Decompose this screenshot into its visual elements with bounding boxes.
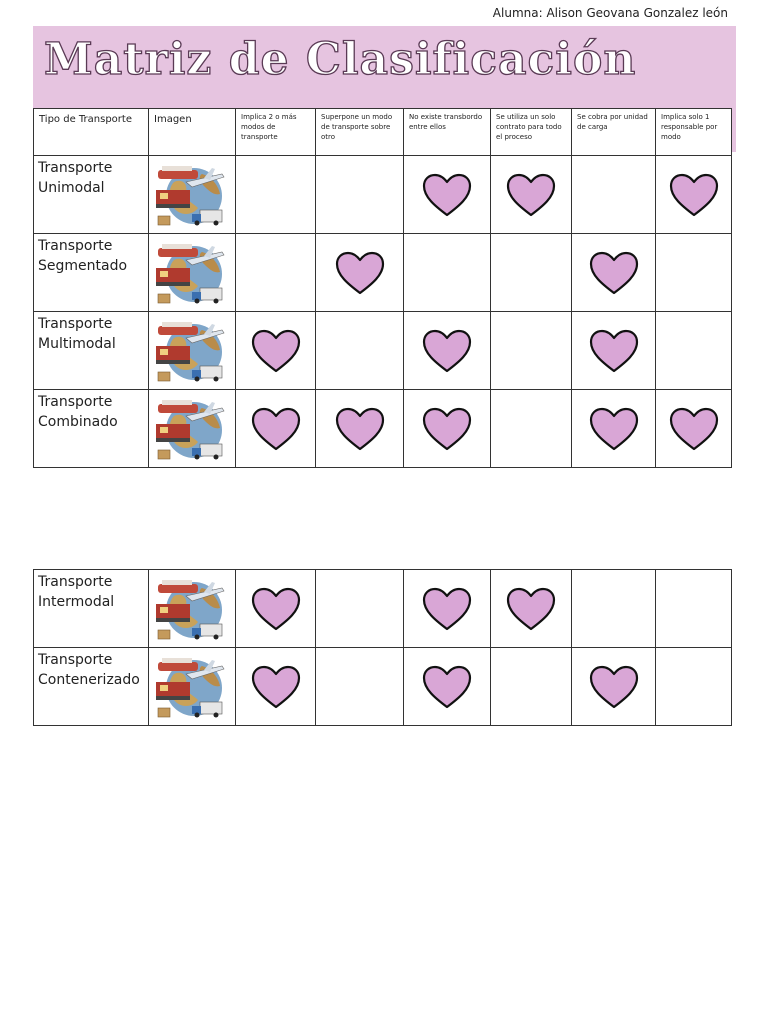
- criteria-cell: [656, 234, 732, 312]
- heart-icon: [588, 250, 640, 296]
- transport-type-label: Transporte Unimodal: [34, 156, 149, 234]
- criteria-cell: [656, 156, 732, 234]
- criteria-cell: [404, 234, 491, 312]
- heart-icon: [250, 664, 302, 710]
- header-row-table: [33, 108, 732, 159]
- criteria-cell: [491, 312, 572, 390]
- criteria-cell: [572, 390, 656, 468]
- criteria-cell: [656, 570, 732, 648]
- criteria-cell: [656, 312, 732, 390]
- criteria-cell: [572, 312, 656, 390]
- transport-collage-icon: [152, 316, 228, 384]
- criteria-cell: [491, 156, 572, 234]
- heart-icon: [250, 406, 302, 452]
- criteria-cell: [316, 570, 404, 648]
- heart-icon: [421, 406, 473, 452]
- heart-icon: [250, 586, 302, 632]
- header-col-4: Se utiliza un solo contrato para todo el proceso: [491, 109, 572, 159]
- criteria-cell: [572, 570, 656, 648]
- criteria-cell: [236, 648, 316, 726]
- transport-collage-icon: [152, 160, 228, 228]
- header-col-1: Implica 2 o más modos de transporte: [236, 109, 316, 159]
- criteria-cell: [404, 570, 491, 648]
- criteria-cell: [404, 648, 491, 726]
- heart-icon: [588, 664, 640, 710]
- transport-collage-icon: [152, 652, 228, 720]
- transport-collage-icon: [152, 238, 228, 306]
- transport-collage-icon: [152, 574, 228, 642]
- heart-icon: [421, 664, 473, 710]
- header-image: Imagen: [149, 109, 236, 159]
- transport-type-label: Transporte Multimodal: [34, 312, 149, 390]
- heart-icon: [421, 172, 473, 218]
- criteria-cell: [404, 156, 491, 234]
- transport-type-label: Transporte Combinado: [34, 390, 149, 468]
- criteria-cell: [572, 234, 656, 312]
- criteria-cell: [236, 312, 316, 390]
- criteria-cell: [572, 156, 656, 234]
- criteria-cell: [236, 156, 316, 234]
- heart-icon: [421, 328, 473, 374]
- table-row: [34, 390, 732, 468]
- criteria-cell: [491, 390, 572, 468]
- criteria-cell: [236, 234, 316, 312]
- transport-type-label: Transporte Intermodal: [34, 570, 149, 648]
- criteria-cell: [316, 648, 404, 726]
- transport-type-label: Transporte Contenerizado: [34, 648, 149, 726]
- header-col-6: Implica solo 1 responsable por modo: [656, 109, 732, 159]
- heart-icon: [668, 406, 720, 452]
- criteria-cell: [316, 312, 404, 390]
- transport-type-label: Transporte Segmentado: [34, 234, 149, 312]
- criteria-cell: [236, 390, 316, 468]
- header-col-5: Se cobra por unidad de carga: [572, 109, 656, 159]
- classification-table-2: [33, 569, 732, 726]
- criteria-cell: [316, 156, 404, 234]
- table-row: [34, 312, 732, 390]
- image-cell: [149, 156, 236, 234]
- table-row: [34, 156, 732, 234]
- heart-icon: [505, 586, 557, 632]
- heart-icon: [250, 328, 302, 374]
- heart-icon: [668, 172, 720, 218]
- heart-icon: [588, 406, 640, 452]
- author-label: Alumna: Alison Geovana Gonzalez león: [492, 6, 728, 20]
- table-row: [34, 648, 732, 726]
- table-row: [34, 234, 732, 312]
- criteria-cell: [316, 390, 404, 468]
- transport-collage-icon: [152, 394, 228, 462]
- classification-table-1: [33, 155, 732, 468]
- image-cell: [149, 234, 236, 312]
- page-title: Matriz de Clasificación: [44, 34, 637, 85]
- criteria-cell: [656, 648, 732, 726]
- heart-icon: [421, 586, 473, 632]
- header-col-3: No existe transbordo entre ellos: [404, 109, 491, 159]
- table-row: [34, 570, 732, 648]
- criteria-cell: [316, 234, 404, 312]
- criteria-cell: [404, 390, 491, 468]
- header-type: Tipo de Transporte: [34, 109, 149, 159]
- heart-icon: [334, 250, 386, 296]
- criteria-cell: [404, 312, 491, 390]
- criteria-cell: [656, 390, 732, 468]
- image-cell: [149, 390, 236, 468]
- image-cell: [149, 648, 236, 726]
- criteria-cell: [236, 570, 316, 648]
- criteria-cell: [491, 570, 572, 648]
- heart-icon: [588, 328, 640, 374]
- header-col-2: Superpone un modo de transporte sobre otro: [316, 109, 404, 159]
- criteria-cell: [491, 648, 572, 726]
- criteria-cell: [491, 234, 572, 312]
- heart-icon: [505, 172, 557, 218]
- heart-icon: [334, 406, 386, 452]
- criteria-cell: [572, 648, 656, 726]
- image-cell: [149, 312, 236, 390]
- image-cell: [149, 570, 236, 648]
